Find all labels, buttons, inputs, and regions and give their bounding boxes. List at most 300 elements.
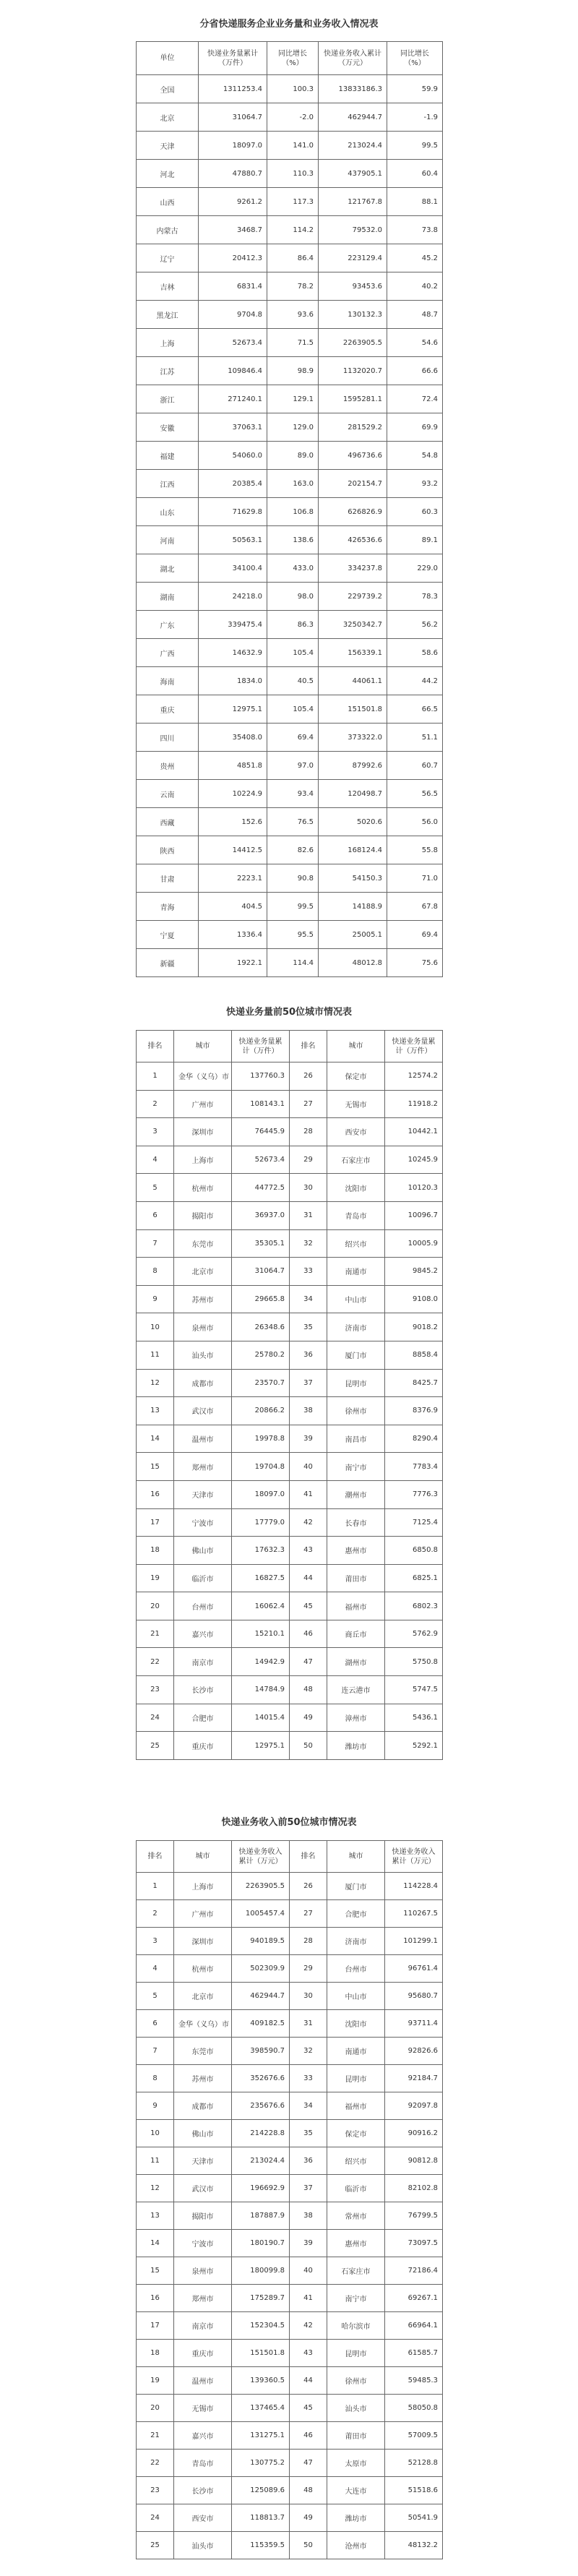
table-cell: 南京市 — [174, 2312, 232, 2340]
table-cell: 42 — [290, 1508, 327, 1537]
table-cell: 12 — [137, 1369, 174, 1397]
table-cell: 重庆 — [137, 695, 199, 724]
table-cell: 114228.4 — [385, 1873, 443, 1900]
table-cell: 石家庄市 — [327, 2257, 385, 2285]
table-cell: 34 — [290, 1285, 327, 1313]
table-cell: 87992.6 — [319, 752, 387, 780]
table-cell: 42 — [290, 2312, 327, 2340]
column-header: 快递业务收入累计（万元） — [385, 1841, 443, 1873]
table-cell: 40.5 — [267, 667, 319, 695]
city-row — [137, 1369, 443, 1397]
column-header: 城市 — [327, 1841, 385, 1873]
province-row — [137, 724, 443, 752]
table-cell: 海南 — [137, 667, 199, 695]
table-cell: 22 — [137, 2450, 174, 2477]
table-cell: 金华（义乌）市 — [174, 2010, 232, 2038]
table-cell: 20 — [137, 2395, 174, 2422]
table-cell: 南宁市 — [327, 1453, 385, 1481]
table-cell: 13 — [137, 2202, 174, 2230]
table-cell: 武汉市 — [174, 2175, 232, 2202]
province-row — [137, 554, 443, 583]
table-cell: 5020.6 — [319, 808, 387, 836]
table-cell: 14015.4 — [232, 1704, 290, 1732]
table-cell: 6831.4 — [199, 272, 267, 301]
table-cell: 广州市 — [174, 1090, 232, 1118]
table-cell: 新疆 — [137, 949, 199, 977]
table-cell: 3 — [137, 1118, 174, 1146]
city-row — [137, 1900, 443, 1928]
table-cell: 106.8 — [267, 498, 319, 526]
column-header: 城市 — [327, 1031, 385, 1062]
table-cell: 14784.9 — [232, 1676, 290, 1704]
table-cell: 93.6 — [267, 301, 319, 329]
table-cell: 潍坊市 — [327, 1732, 385, 1760]
table-cell: 25780.2 — [232, 1341, 290, 1369]
table-cell: 69.9 — [387, 413, 443, 442]
city-row — [137, 1620, 443, 1648]
table-cell: 10096.7 — [385, 1201, 443, 1229]
table-cell: 44 — [290, 2367, 327, 2395]
city-row — [137, 2230, 443, 2257]
table-cell: 29665.8 — [232, 1285, 290, 1313]
table-cell: 47 — [290, 1648, 327, 1676]
table-cell: 151501.8 — [232, 2340, 290, 2367]
table-cell: 98.0 — [267, 583, 319, 611]
table-cell: 10442.1 — [385, 1118, 443, 1146]
table-cell: 137760.3 — [232, 1062, 290, 1091]
table-cell: 334237.8 — [319, 554, 387, 583]
column-header: 城市 — [174, 1031, 232, 1062]
table-cell: 130775.2 — [232, 2450, 290, 2477]
table-cell: 吉林 — [137, 272, 199, 301]
province-row — [137, 836, 443, 864]
table-cell: 43 — [290, 2340, 327, 2367]
table-cell: 昆明市 — [327, 2340, 385, 2367]
table-cell: 陕西 — [137, 836, 199, 864]
table-cell: 沧州市 — [327, 2532, 385, 2559]
table-cell: 105.4 — [267, 639, 319, 667]
table-cell: 3 — [137, 1928, 174, 1955]
table-cell: 19 — [137, 2367, 174, 2395]
table-cell: 汕头市 — [174, 1341, 232, 1369]
city-row — [137, 1592, 443, 1620]
table-cell: 45.2 — [387, 244, 443, 272]
table-cell: 保定市 — [327, 2120, 385, 2147]
table-cell: 100.3 — [267, 75, 319, 103]
table-cell: 上海 — [137, 329, 199, 357]
table-cell: 66964.1 — [385, 2312, 443, 2340]
table-cell: 213024.4 — [232, 2147, 290, 2175]
table-cell: 626826.9 — [319, 498, 387, 526]
city-volume-table — [136, 1030, 443, 1760]
table-cell: 西藏 — [137, 808, 199, 836]
table-cell: 50563.1 — [199, 526, 267, 554]
city-row — [137, 2092, 443, 2120]
table-cell: 21 — [137, 2422, 174, 2450]
table-cell: 南京市 — [174, 1648, 232, 1676]
table-cell: 129.1 — [267, 385, 319, 413]
header-row — [137, 42, 443, 75]
city-row — [137, 2395, 443, 2422]
city-row — [137, 2504, 443, 2532]
table-cell: 50541.9 — [385, 2504, 443, 2532]
table-cell: 8858.4 — [385, 1341, 443, 1369]
table-cell: 49 — [290, 1704, 327, 1732]
table-cell: 苏州市 — [174, 2065, 232, 2092]
table-cell: 31 — [290, 1201, 327, 1229]
table-cell: 60.7 — [387, 752, 443, 780]
city-row — [137, 1983, 443, 2010]
column-header: 快递业务收入累计（万元） — [232, 1841, 290, 1873]
table-cell: 8290.4 — [385, 1425, 443, 1453]
table-cell: 10224.9 — [199, 780, 267, 808]
table-cell: 5 — [137, 1174, 174, 1202]
table-cell: 50 — [290, 2532, 327, 2559]
province-table — [136, 41, 443, 977]
table-cell: 152304.5 — [232, 2312, 290, 2340]
table-cell: 深圳市 — [174, 1118, 232, 1146]
table-cell: 7783.4 — [385, 1453, 443, 1481]
table-cell: 50 — [290, 1732, 327, 1760]
table-cell: 82.6 — [267, 836, 319, 864]
table-cell: 20866.2 — [232, 1397, 290, 1425]
table-cell: 19 — [137, 1564, 174, 1592]
table-cell: 厦门市 — [327, 1873, 385, 1900]
table-cell: 4 — [137, 1146, 174, 1174]
table-cell: 56.2 — [387, 611, 443, 639]
table-cell: 88.1 — [387, 188, 443, 216]
city-row — [137, 1285, 443, 1313]
table-cell: 5436.1 — [385, 1704, 443, 1732]
table-cell: 5292.1 — [385, 1732, 443, 1760]
table-cell: 莆田市 — [327, 2422, 385, 2450]
table-cell: 15210.1 — [232, 1620, 290, 1648]
table-cell: 137465.4 — [232, 2395, 290, 2422]
table-cell: 25005.1 — [319, 921, 387, 949]
column-header: 快递业务量累计（万件） — [232, 1031, 290, 1062]
table-cell: 58.6 — [387, 639, 443, 667]
table-cell: 佛山市 — [174, 1537, 232, 1565]
table-cell: 无锡市 — [327, 1090, 385, 1118]
table-cell: 河南 — [137, 526, 199, 554]
table-cell: 95.5 — [267, 921, 319, 949]
table-cell: 30 — [290, 1174, 327, 1202]
table-cell: 湖北 — [137, 554, 199, 583]
table-cell: 2 — [137, 1900, 174, 1928]
province-row — [137, 695, 443, 724]
table-cell: 36937.0 — [232, 1201, 290, 1229]
table-cell: 哈尔滨市 — [327, 2312, 385, 2340]
city-row — [137, 1508, 443, 1537]
table-cell: 141.0 — [267, 132, 319, 160]
table-cell: 6825.1 — [385, 1564, 443, 1592]
province-row — [137, 611, 443, 639]
table-cell: 98.9 — [267, 357, 319, 385]
city-row — [137, 1732, 443, 1760]
table-cell: 广西 — [137, 639, 199, 667]
table-cell: 72186.4 — [385, 2257, 443, 2285]
table-cell: 3250342.7 — [319, 611, 387, 639]
table-cell: 青岛市 — [327, 1201, 385, 1229]
table-cell: 109846.4 — [199, 357, 267, 385]
table-cell: 31064.7 — [232, 1258, 290, 1286]
city-row — [137, 2147, 443, 2175]
table-cell: 大连市 — [327, 2477, 385, 2504]
table-cell: 潍坊市 — [327, 2504, 385, 2532]
table-cell: 太原市 — [327, 2450, 385, 2477]
table-cell: 14 — [137, 1425, 174, 1453]
table-cell: 9704.8 — [199, 301, 267, 329]
table-cell: 1 — [137, 1873, 174, 1900]
table-cell: 35408.0 — [199, 724, 267, 752]
province-row — [137, 893, 443, 921]
table-cell: 1336.4 — [199, 921, 267, 949]
table-cell: 山西 — [137, 188, 199, 216]
table-cell: 揭阳市 — [174, 2202, 232, 2230]
table-cell: 4 — [137, 1955, 174, 1983]
province-row — [137, 103, 443, 132]
table-cell: 156339.1 — [319, 639, 387, 667]
city-row — [137, 1397, 443, 1425]
table-cell: 14632.9 — [199, 639, 267, 667]
table-cell: 69267.1 — [385, 2285, 443, 2312]
province-row — [137, 385, 443, 413]
table-cell: 52673.4 — [199, 329, 267, 357]
city-row — [137, 1062, 443, 1091]
table-cell: 18 — [137, 2340, 174, 2367]
table1-title: 分省快递服务企业业务量和业务收入情况表 — [199, 19, 379, 30]
table-cell: 宁夏 — [137, 921, 199, 949]
table-cell: 7 — [137, 2038, 174, 2065]
table-cell: 47880.7 — [199, 160, 267, 188]
table-cell: 南通市 — [327, 1258, 385, 1286]
table-cell: 32 — [290, 1229, 327, 1258]
table-cell: 沈阳市 — [327, 1174, 385, 1202]
table-cell: 54.8 — [387, 442, 443, 470]
column-header: 排名 — [290, 1031, 327, 1062]
table-cell: 西安市 — [174, 2504, 232, 2532]
table-cell: 37 — [290, 1369, 327, 1397]
city-row — [137, 1229, 443, 1258]
table-cell: 3468.7 — [199, 216, 267, 244]
table-cell: 90.8 — [267, 864, 319, 893]
table-cell: 93.4 — [267, 780, 319, 808]
table-cell: 嘉兴市 — [174, 2422, 232, 2450]
table-cell: 38 — [290, 2202, 327, 2230]
table-cell: 北京市 — [174, 1258, 232, 1286]
table-cell: 271240.1 — [199, 385, 267, 413]
table-cell: 398590.7 — [232, 2038, 290, 2065]
table-cell: 12574.2 — [385, 1062, 443, 1091]
table-cell: 16 — [137, 2285, 174, 2312]
table-cell: 温州市 — [174, 1425, 232, 1453]
table-cell: 青岛市 — [174, 2450, 232, 2477]
table-cell: 潮州市 — [327, 1480, 385, 1508]
table-cell: 24 — [137, 1704, 174, 1732]
table2-title: 快递业务量前50位城市情况表 — [225, 1007, 353, 1018]
table-cell: 郑州市 — [174, 1453, 232, 1481]
table-cell: 373322.0 — [319, 724, 387, 752]
city-row — [137, 1704, 443, 1732]
table-cell: 5762.9 — [385, 1620, 443, 1648]
table-cell: 20385.4 — [199, 470, 267, 498]
table-cell: 35 — [290, 2120, 327, 2147]
table-cell: 14188.9 — [319, 893, 387, 921]
table-cell: -1.9 — [387, 103, 443, 132]
table-cell: 连云港市 — [327, 1676, 385, 1704]
table-cell: 1 — [137, 1062, 174, 1091]
table-cell: 成都市 — [174, 1369, 232, 1397]
table-cell: 8425.7 — [385, 1369, 443, 1397]
table-cell: 89.1 — [387, 526, 443, 554]
table-cell: 6 — [137, 1201, 174, 1229]
table-cell: 5 — [137, 1983, 174, 2010]
table-cell: 69.4 — [267, 724, 319, 752]
table-cell: 常州市 — [327, 2202, 385, 2230]
table-cell: 138.6 — [267, 526, 319, 554]
table-cell: 东莞市 — [174, 1229, 232, 1258]
city-row — [137, 1313, 443, 1341]
table-cell: 40 — [290, 2257, 327, 2285]
table-cell: 泉州市 — [174, 1313, 232, 1341]
table-cell: 1132020.7 — [319, 357, 387, 385]
table-cell: 25 — [137, 2532, 174, 2559]
table-cell: 厦门市 — [327, 1341, 385, 1369]
table-cell: 92097.8 — [385, 2092, 443, 2120]
table-cell: 95680.7 — [385, 1983, 443, 2010]
table-cell: 37 — [290, 2175, 327, 2202]
table-cell: 安徽 — [137, 413, 199, 442]
table-cell: 杭州市 — [174, 1955, 232, 1983]
table-cell: 48012.8 — [319, 949, 387, 977]
table-cell: 汕头市 — [327, 2395, 385, 2422]
table-cell: 76799.5 — [385, 2202, 443, 2230]
table-cell: 2263905.5 — [232, 1873, 290, 1900]
table-cell: 496736.6 — [319, 442, 387, 470]
table-cell: -2.0 — [267, 103, 319, 132]
city-row — [137, 2257, 443, 2285]
table-cell: 43 — [290, 1537, 327, 1565]
table-cell: 433.0 — [267, 554, 319, 583]
table-cell: 18 — [137, 1537, 174, 1565]
table-cell: 196692.9 — [232, 2175, 290, 2202]
table-cell: 17632.3 — [232, 1537, 290, 1565]
table-cell: 辽宁 — [137, 244, 199, 272]
table-cell: 27 — [290, 1900, 327, 1928]
table-cell: 10245.9 — [385, 1146, 443, 1174]
column-header: 同比增长（%） — [267, 42, 319, 75]
city-revenue-table — [136, 1840, 443, 2559]
table-cell: 21 — [137, 1620, 174, 1648]
table-cell: 82102.8 — [385, 2175, 443, 2202]
table-cell: 89.0 — [267, 442, 319, 470]
table-cell: 1595281.1 — [319, 385, 387, 413]
city-row — [137, 1174, 443, 1202]
table-cell: 52128.8 — [385, 2450, 443, 2477]
table-cell: 35 — [290, 1313, 327, 1341]
table-cell: 26 — [290, 1873, 327, 1900]
table-cell: 2 — [137, 1090, 174, 1118]
table-cell: 118813.7 — [232, 2504, 290, 2532]
city-row — [137, 2532, 443, 2559]
table-cell: 339475.4 — [199, 611, 267, 639]
table-cell: 30 — [290, 1983, 327, 2010]
table-cell: 409182.5 — [232, 2010, 290, 2038]
table-cell: 92826.6 — [385, 2038, 443, 2065]
province-row — [137, 357, 443, 385]
city-row — [137, 2340, 443, 2367]
table-cell: 115359.5 — [232, 2532, 290, 2559]
table-cell: 110267.5 — [385, 1900, 443, 1928]
table-cell: 59485.3 — [385, 2367, 443, 2395]
province-row — [137, 921, 443, 949]
city-row — [137, 1258, 443, 1286]
province-row — [137, 639, 443, 667]
table-cell: 462944.7 — [232, 1983, 290, 2010]
table-cell: 天津市 — [174, 1480, 232, 1508]
table-cell: 114.4 — [267, 949, 319, 977]
table-cell: 天津 — [137, 132, 199, 160]
province-row — [137, 780, 443, 808]
table-cell: 69.4 — [387, 921, 443, 949]
table-cell: 15 — [137, 2257, 174, 2285]
table-cell: 58050.8 — [385, 2395, 443, 2422]
column-header: 排名 — [137, 1031, 174, 1062]
table-cell: 462944.7 — [319, 103, 387, 132]
table-cell: 125089.6 — [232, 2477, 290, 2504]
table-cell: 152.6 — [199, 808, 267, 836]
column-header: 快递业务收入累计（万元） — [319, 42, 387, 75]
table-cell: 24 — [137, 2504, 174, 2532]
table-cell: 67.8 — [387, 893, 443, 921]
table-cell: 76445.9 — [232, 1118, 290, 1146]
table-cell: 黑龙江 — [137, 301, 199, 329]
table-cell: 上海市 — [174, 1873, 232, 1900]
table-cell: 15 — [137, 1453, 174, 1481]
table-cell: 郑州市 — [174, 2285, 232, 2312]
table-cell: 甘肃 — [137, 864, 199, 893]
table-cell: 108143.1 — [232, 1090, 290, 1118]
table-cell: 10 — [137, 2120, 174, 2147]
table-cell: 56.5 — [387, 780, 443, 808]
table-cell: 60.3 — [387, 498, 443, 526]
table-cell: 175289.7 — [232, 2285, 290, 2312]
table-cell: 5747.5 — [385, 1676, 443, 1704]
table-cell: 四川 — [137, 724, 199, 752]
city-row — [137, 2065, 443, 2092]
table-cell: 苏州市 — [174, 1285, 232, 1313]
table-cell: 99.5 — [387, 132, 443, 160]
city-row — [137, 2367, 443, 2395]
table-cell: 6 — [137, 2010, 174, 2038]
table-cell: 90916.2 — [385, 2120, 443, 2147]
table-cell: 86.4 — [267, 244, 319, 272]
table-cell: 40 — [290, 1453, 327, 1481]
table-cell: 莆田市 — [327, 1564, 385, 1592]
table-cell: 12975.1 — [199, 695, 267, 724]
table-cell: 38 — [290, 1397, 327, 1425]
table-cell: 23 — [137, 2477, 174, 2504]
table-cell: 金华（义乌）市 — [174, 1062, 232, 1091]
table-cell: 61585.7 — [385, 2340, 443, 2367]
table-cell: 长沙市 — [174, 2477, 232, 2504]
province-row — [137, 132, 443, 160]
table-cell: 16 — [137, 1480, 174, 1508]
table-cell: 46 — [290, 2422, 327, 2450]
table-cell: 南通市 — [327, 2038, 385, 2065]
column-header: 快递业务量累计（万件） — [199, 42, 267, 75]
table-cell: 17 — [137, 2312, 174, 2340]
